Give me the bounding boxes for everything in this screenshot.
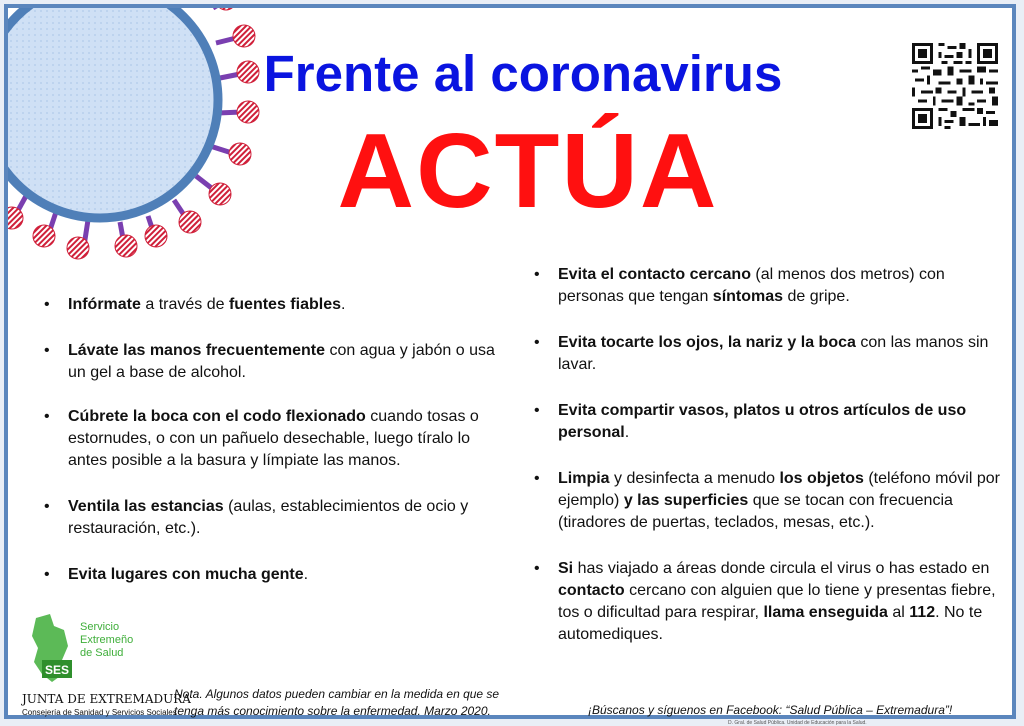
- recommendations-right: [534, 264, 1004, 670]
- recommendations-left: [44, 294, 496, 610]
- svg-text:SES: SES: [44, 663, 70, 677]
- svg-text:Extremeño: Extremeño: [80, 634, 134, 646]
- qr-code-icon: [912, 43, 998, 129]
- list-item: • Cúbrete la boca con el codo flexionado cuando tosas o estornudes, o con un pañuelo desechable, luego tíralo lo antes posible a la basura y límpiate las manos.: [44, 406, 496, 472]
- junta-label: JUNTA DE EXTREMADURA: [22, 692, 191, 706]
- list-item: • Evita el contacto cercano (al menos dos metros) con personas que tengan síntomas de gripe.: [534, 264, 1004, 308]
- ses-logo-icon: [28, 612, 158, 690]
- footnote: Nota. Algunos datos pueden cambiar en la medida en que se tenga más conocimiento sobre la enfermedad. Marzo 2020.: [174, 687, 500, 718]
- page-title: Frente al coronavirus: [263, 45, 783, 102]
- list-item: • Evita lugares con mucha gente.: [44, 564, 496, 586]
- credit-line: D. Gral. de Salud Pública. Unidad de Educación para la Salud.: [728, 720, 867, 726]
- list-item: • Si has viajado a áreas donde circula el virus o has estado en contacto cercano con alguien que lo tiene y presentas fiebre, tos o dificultad para respirar, llama enseguida al 112. No te automediques.: [534, 558, 1004, 646]
- list-item: • Lávate las manos frecuentemente con agua y jabón o usa un gel a base de alcohol.: [44, 340, 496, 384]
- svg-text:Servicio: Servicio: [80, 621, 120, 633]
- poster: [4, 4, 1016, 726]
- list-item: • Ventila las estancias (aulas, establecimientos de ocio y restauración, etc.).: [44, 496, 496, 540]
- list-item: • Evita tocarte los ojos, la nariz y la boca con las manos sin lavar.: [534, 332, 1004, 376]
- coronavirus-illustration-icon: [8, 8, 268, 268]
- svg-text:de Salud: de Salud: [80, 647, 124, 659]
- list-item: • Infórmate a través de fuentes fiables.: [44, 294, 496, 316]
- headline: ACTÚA: [337, 112, 719, 230]
- list-item: • Limpia y desinfecta a menudo los objetos (teléfono móvil por ejemplo) y las superficies que se tocan con frecuencia (tiradores de puertas, teclados, mesas, etc.).: [534, 468, 1004, 534]
- facebook-note: ¡Búscanos y síguenos en Facebook: “Salud Pública – Extremadura”!: [588, 703, 953, 717]
- list-item: • Evita compartir vasos, platos u otros artículos de uso personal.: [534, 400, 1004, 444]
- junta-sub-label: Consejería de Sanidad y Servicios Sociales: [22, 708, 177, 717]
